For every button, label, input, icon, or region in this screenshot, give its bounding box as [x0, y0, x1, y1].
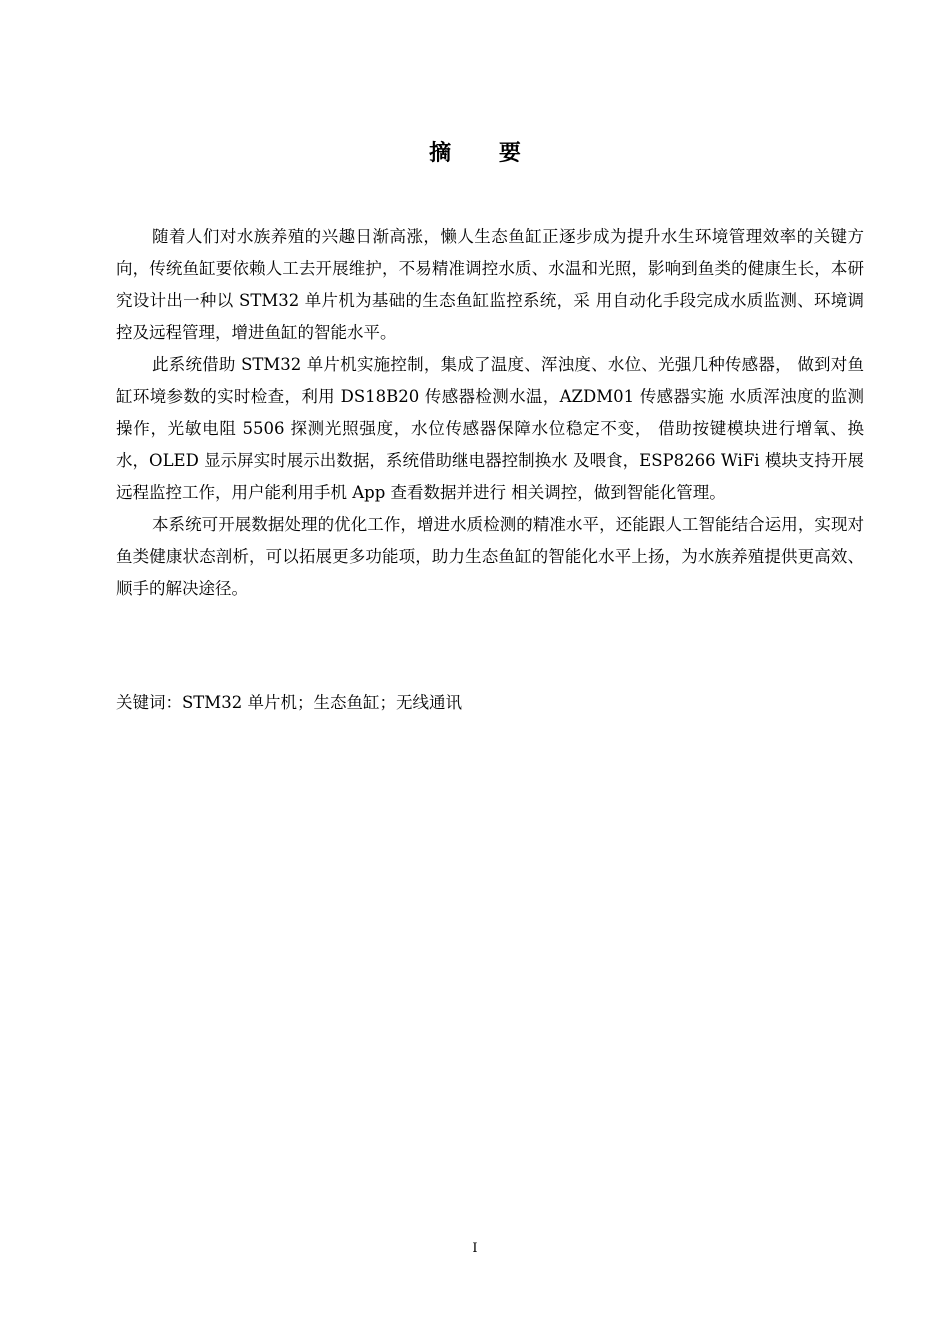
keywords-text: STM32 单片机；生态鱼缸；无线通讯 — [182, 693, 462, 712]
page-number: I — [472, 1241, 478, 1256]
abstract-body — [116, 221, 864, 605]
abstract-title: 摘 要 — [429, 141, 541, 166]
abstract-paragraph-3: 本系统可开展数据处理的优化工作，增进水质检测的精准水平，还能跟人工智能结合运用，实现对鱼类健康状态剖析，可以拓展更多功能项，助力生态鱼缸的智能化水平上扬，为水族养殖提供更高效、顺手的解决途径。 — [116, 515, 864, 598]
abstract-paragraph-2: 此系统借助 STM32 单片机实施控制，集成了温度、浑浊度、水位、光强几种传感器， 做到对鱼缸环境参数的实时检查，利用 DS18B20 传感器检测水温，AZDM01 传感器实施 水质浑浊度的监测操作，光敏电阻 5506 探测光照强度，水位传感器保障水位稳定不变， 借助按键模块进行增氧、换水，OLED 显示屏实时展示出数据，系统借助继电器控制换水 及喂食，ESP8266 WiFi 模块支持开展远程监控工作，用户能利用手机 App 查看数据并进行 相关调控，做到智能化管理。 — [116, 355, 864, 502]
keywords-label: 关键词： — [116, 693, 182, 712]
keywords-line — [116, 687, 864, 719]
abstract-paragraph-1: 随着人们对水族养殖的兴趣日渐高涨，懒人生态鱼缸正逐步成为提升水生环境管理效率的关键方向，传统鱼缸要依赖人工去开展维护，不易精准调控水质、水温和光照，影响到鱼类的健康生长，本研究设计出一种以 STM32 单片机为基础的生态鱼缸监控系统，采 用自动化手段完成水质监测、环境调控及远程管理，增进鱼缸的智能水平。 — [116, 227, 864, 342]
